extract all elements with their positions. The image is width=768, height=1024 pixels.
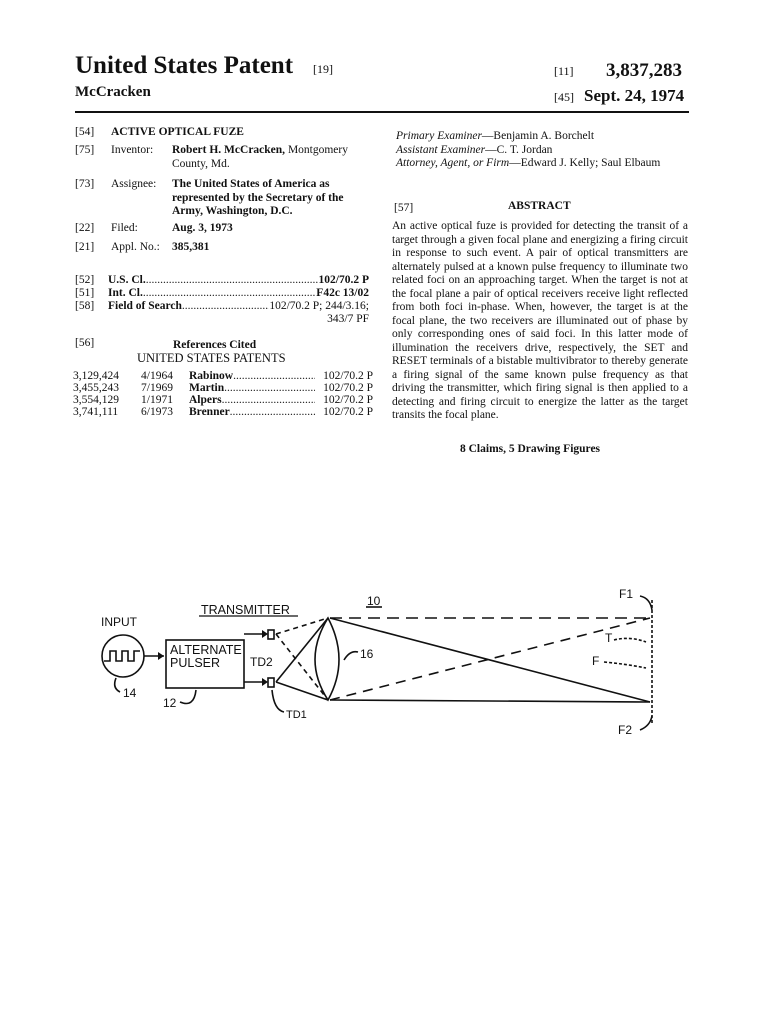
input-label: INPUT [101,615,137,629]
attorney-label: Attorney, Agent, or Firm [396,157,510,169]
attorney [396,157,678,171]
field-search-leader [182,300,269,314]
f2-label: F2 [618,723,633,737]
inventor-label: Inventor: [111,144,154,156]
int-class-label: Int. Cl. [108,287,143,299]
leader-f [604,662,646,668]
inventor-place: Montgomery County, Md. [172,144,348,170]
ref-class: 102/70.2 P [323,370,373,382]
leader-16 [344,652,358,660]
int-class-line [108,287,369,301]
td2-label: TD2 [250,655,273,669]
header-rule [75,111,689,113]
td1-arrow-head [262,678,268,686]
beam-bottom-solid [330,700,650,702]
assignee-code: [73] [75,178,95,190]
input-source-circle [102,635,144,677]
us-class-label: U.S. Cl. [108,274,146,286]
abstract-title: ABSTRACT [508,200,571,212]
ref-16-label: 16 [360,647,374,661]
ref-leader [230,406,315,420]
document-title: United States Patent [75,52,294,79]
refs-subtitle: UNITED STATES PATENTS [137,351,286,365]
int-class-leader [143,287,316,301]
field-search-code: [58] [75,300,95,312]
ref-number: 3,741,111 [73,406,119,418]
appl-label: Appl. No.: [111,241,160,253]
transmitter-label: TRANSMITTER [201,603,290,617]
assignee-label: Assignee: [111,178,157,190]
title-field-code: [54] [75,126,95,138]
field-search-value2: 343/7 PF [327,313,369,325]
ref-number: 3,554,129 [73,394,119,406]
int-class-value: F42c 13/02 [316,287,369,299]
appl-code: [21] [75,241,95,253]
input-arrow-head [158,652,164,660]
title-field [75,126,94,140]
patent-date: Sept. 24, 1974 [584,86,685,105]
fuze-diagram [0,570,768,770]
us-class-line [108,274,369,288]
ref-14-label: 14 [123,686,137,700]
refs-code: [56] [75,337,95,349]
leader-t [614,638,646,642]
ref-name: Alpers [189,394,222,406]
us-class-code: [52] [75,274,95,286]
filed-label: Filed: [111,222,138,234]
pulser-label-line2: PULSER [170,656,221,670]
assistant-examiner-label: Assistant Examiner [396,144,486,156]
filed-value: Aug. 3, 1973 [172,222,233,234]
field-search-label: Field of Search [108,300,182,312]
t-label: T [605,631,613,645]
appl-value: 385,381 [172,241,210,253]
int-class-code: [51] [75,287,95,299]
ref-number: 3,129,424 [73,370,119,382]
ref-12-label: 12 [163,696,177,710]
field-search-value1: 102/70.2 P; 244/3.16; [269,300,369,312]
td1-upper-ray [276,618,328,682]
leader-f2 [640,716,652,730]
leader-td1 [272,690,284,712]
primary-examiner [396,130,688,144]
claims-count: 8 Claims, 5 Drawing Figures [460,443,601,455]
attorney-name: —Edward J. Kelly; Saul Elbaum [509,157,661,169]
primary-examiner-label: Primary Examiner [396,130,482,142]
ref-name: Rabinow [189,370,234,382]
ref-name: Brenner [189,406,230,418]
td1-diode [268,678,274,687]
td2-diode [268,630,274,639]
f1-label: F1 [619,587,634,601]
assignee-value: The United States of America as represented by the Secretary of the Army, Washington, D.C. [172,178,344,217]
inventor-value [172,144,377,171]
title-code: [19] [313,62,333,76]
pulser-label-line1: ALTERNATE [170,643,242,657]
ref-10-label: 10 [367,594,381,608]
assistant-examiner-name: —C. T. Jordan [485,144,553,156]
us-class-leader [146,274,319,288]
inventor-surname: McCracken [75,84,151,100]
leader-12 [180,690,196,704]
ref-class: 102/70.2 P [323,394,373,406]
table-row [73,406,373,420]
leader-f1 [640,596,652,610]
ref-number: 3,455,243 [73,382,119,394]
ref-date: 1/1971 [141,394,173,406]
refs-title: References Cited [173,339,257,351]
ref-date: 7/1969 [141,382,173,394]
filed-code: [22] [75,222,95,234]
inventor-code: [75] [75,144,95,156]
ref-name: Martin [189,382,225,394]
ref-name-cell [189,406,315,420]
abstract-text: An active optical fuze is provided for detecting the transit of a target through a given focal plane and energizing a firing circuit in response to such event. A pair of optical transmitters are alternately pulsed at a known pulse frequency to illuminate two related foci on an approaching target. When the target is not at the focal plane a pair of optical receivers receive light reflected from both foci in-phase. When, however, the target is at the focal plane, the two receivers are illuminated out of phase by only corresponding ones of said foci. In this latter mode of illumination the receivers drive, respectively, the SET and RESET terminals of a bistable multivibrator to thereby generate a firing signal of the same known pulse frequency as that driving the transmitter, which firing signal is then applied to a detecting and firing circuit to energize the latter as the target transits the focal plane. [392,220,688,421]
td1-label: TD1 [286,709,307,721]
ref-date: 4/1964 [141,370,173,382]
ref-date: 6/1973 [141,406,173,418]
td2-arrow-head [262,630,268,638]
ref-class: 102/70.2 P [323,406,373,418]
td2-lower-ray [276,634,328,700]
square-wave-icon [104,651,140,661]
patent-number: 3,837,283 [606,60,682,81]
leader-14 [115,678,120,692]
invention-title: ACTIVE OPTICAL FUZE [111,126,244,138]
assistant-examiner [396,144,688,158]
patent-number-code: [11] [554,64,574,78]
field-search-line [108,300,369,314]
abstract-code: [57] [394,202,414,214]
f-label: F [592,654,600,668]
primary-examiner-name: —Benjamin A. Borchelt [481,130,595,142]
inventor-name: Robert H. McCracken, [172,144,286,156]
ref-class: 102/70.2 P [323,382,373,394]
patent-date-code: [45] [554,90,574,104]
us-class-value: 102/70.2 P [318,274,369,286]
